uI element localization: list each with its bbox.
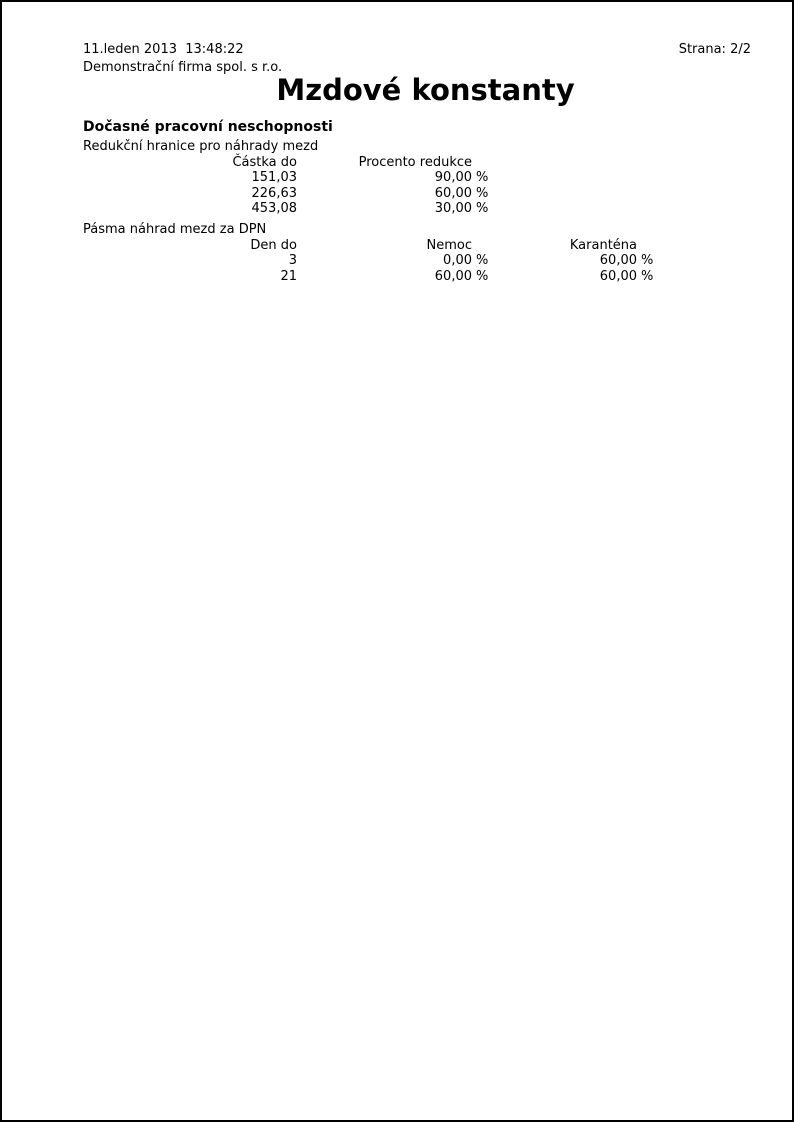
report-datetime: 11.leden 2013 13:48:22	[83, 42, 244, 57]
sick-percent-value: 60,00	[434, 268, 472, 284]
amount-value: 226,63	[251, 185, 297, 201]
table-row	[83, 269, 657, 285]
column-header-quarantine-spacer	[637, 238, 657, 254]
column-header-percent-spacer	[472, 155, 492, 171]
bands-table	[83, 222, 657, 284]
percent-sign: %	[476, 253, 489, 268]
column-header-percent: Procento redukce	[358, 154, 472, 170]
company-name: Demonstrační firma spol. s r.o.	[83, 60, 283, 75]
bands-table-header-row	[83, 238, 657, 254]
amount-value: 151,03	[251, 170, 297, 185]
table-row	[83, 170, 492, 186]
column-header-sick-spacer	[472, 238, 492, 254]
percent-value: 90,00	[434, 170, 472, 185]
column-header-sick: Nemoc	[426, 237, 472, 253]
column-header-day: Den do	[250, 237, 297, 253]
amount-value: 453,08	[251, 201, 297, 216]
column-header-amount: Částka do	[232, 154, 297, 170]
percent-value: 30,00	[434, 201, 472, 216]
table-row	[83, 201, 492, 217]
reduction-table-header-row	[83, 155, 492, 171]
percent-sign: %	[476, 185, 489, 201]
percent-sign: %	[641, 268, 654, 284]
table-row	[83, 186, 492, 202]
reduction-table-caption: Redukční hranice pro náhrady mezd	[83, 139, 319, 154]
section-heading: Dočasné pracovní neschopnosti	[83, 119, 333, 135]
bands-table-caption: Pásma náhrad mezd za DPN	[83, 222, 267, 237]
quarantine-percent-value: 60,00	[599, 268, 637, 284]
percent-sign: %	[476, 170, 489, 185]
percent-sign: %	[641, 253, 654, 268]
sick-percent-value: 0,00	[443, 253, 472, 268]
day-value: 21	[280, 268, 297, 284]
page-number: Strana: 2/2	[678, 42, 751, 57]
column-header-quarantine: Karanténa	[569, 237, 637, 253]
quarantine-percent-value: 60,00	[599, 253, 637, 268]
report-title: Mzdové konstanty	[276, 73, 575, 107]
day-value: 3	[288, 253, 297, 268]
table-row	[83, 253, 657, 269]
reduction-table	[83, 139, 492, 217]
percent-value: 60,00	[434, 185, 472, 201]
percent-sign: %	[476, 268, 489, 284]
percent-sign: %	[476, 201, 489, 216]
